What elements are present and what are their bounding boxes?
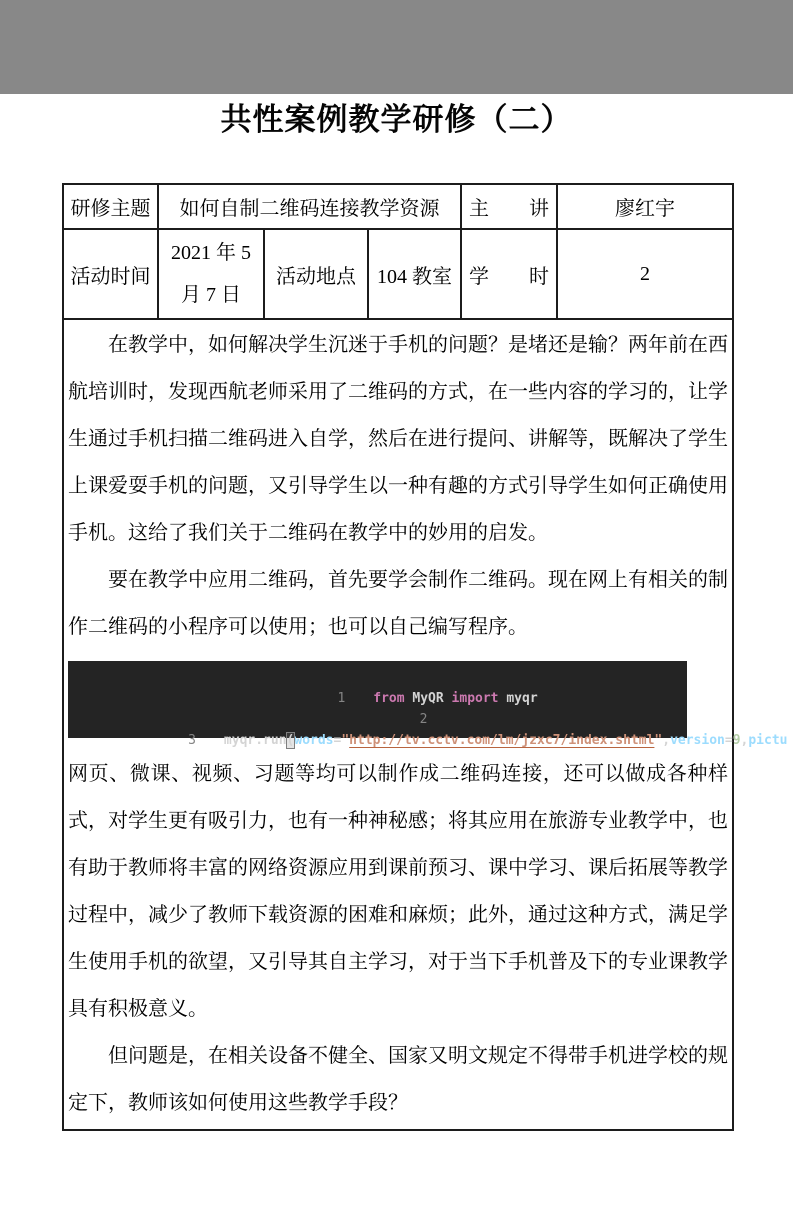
code-token-comma: , (740, 733, 749, 748)
code-token-operator: = (724, 733, 733, 748)
table-row (63, 229, 733, 319)
code-token-param: version (670, 733, 725, 748)
line-number: 2 (419, 712, 428, 727)
code-token-param: words (294, 733, 334, 748)
time-value-cell: 2021 年 5 月 7 日 (158, 229, 264, 319)
line-number: 1 (337, 691, 346, 706)
content-cell (63, 319, 788, 1130)
table-row (63, 319, 733, 1130)
code-token-paren: ( (286, 733, 295, 748)
code-token-name: myqr (498, 691, 538, 706)
training-info-table (62, 183, 788, 1131)
paragraph-question: 但问题是，在相关设备不健全、国家又明文规定不得带手机进学校的规定下，教师该如何使用这些教学手段？ (68, 1045, 728, 1114)
hours-value-cell: 2 (557, 229, 733, 319)
line-number: 3 (188, 733, 196, 748)
code-token-keyword: from (373, 691, 405, 706)
paragraph-make-qrcode: 要在教学中应用二维码，首先要学会制作二维码。现在网上有相关的制作二维码的小程序可以使用；也可以自己编写程序。 (68, 569, 728, 638)
time-label-cell: 活动时间 (63, 229, 158, 319)
code-token-url: http://tv.cctv.com/lm/jzxc7/index.shtml (349, 733, 655, 748)
code-token-operator: = (333, 733, 342, 748)
place-label-cell: 活动地点 (264, 229, 368, 319)
code-token-keyword: import (451, 691, 499, 706)
code-token-param: pictu (748, 733, 788, 748)
topic-value-cell: 如何自制二维码连接教学资源 (158, 184, 461, 229)
lecturer-value-cell: 廖红宇 (557, 184, 733, 229)
lecturer-label-cell: 主 讲 (461, 184, 557, 229)
place-value-cell: 104 教室 (368, 229, 461, 319)
code-token-comma: , (662, 733, 671, 748)
code-token-number: 9 (732, 733, 741, 748)
code-token-quote: " (341, 733, 350, 748)
document-title: 共性案例教学研修（二） (220, 102, 573, 137)
code-token-module: MyQR (404, 691, 452, 706)
paragraph-benefits: 网页、微课、视频、习题等均可以制作成二维码连接，还可以做成各种样式，对学生更有吸引力，也有一种神秘感；将其应用在旅游专业教学中，也有助于教师将丰富的网络资源应用到课前预习、课中学习、课后拓展等教学过程中，减少了教师下载资源的困难和麻烦；此外，通过这种方式，满足学生使用手机的欲望，又引导其自主学习，对于当下手机普及下的专业课教学具有积极意义。 (68, 763, 728, 1020)
code-line-1 (68, 667, 687, 706)
table-row (63, 184, 733, 229)
document-page (0, 94, 793, 1216)
code-token-quote: " (654, 733, 663, 748)
paragraph-intro: 在教学中，如何解决学生沉迷于手机的问题？是堵还是输？两年前在西航培训时，发现西航老师采用了二维码的方式，在一些内容的学习的，让学生通过手机扫描二维码进入自学，然后在进行提问、讲解等，既解决了学生上课爱耍手机的问题，又引导学生以一种有趣的方式引导学生如何正确使用手机。这给了我们关于二维码在教学中的妙用的启发。 (68, 334, 728, 544)
code-editor-screenshot (68, 661, 788, 748)
hours-label-cell: 学 时 (461, 229, 557, 319)
code-token-call: myqr.run (223, 733, 287, 748)
topic-label-cell: 研修主题 (63, 184, 158, 229)
